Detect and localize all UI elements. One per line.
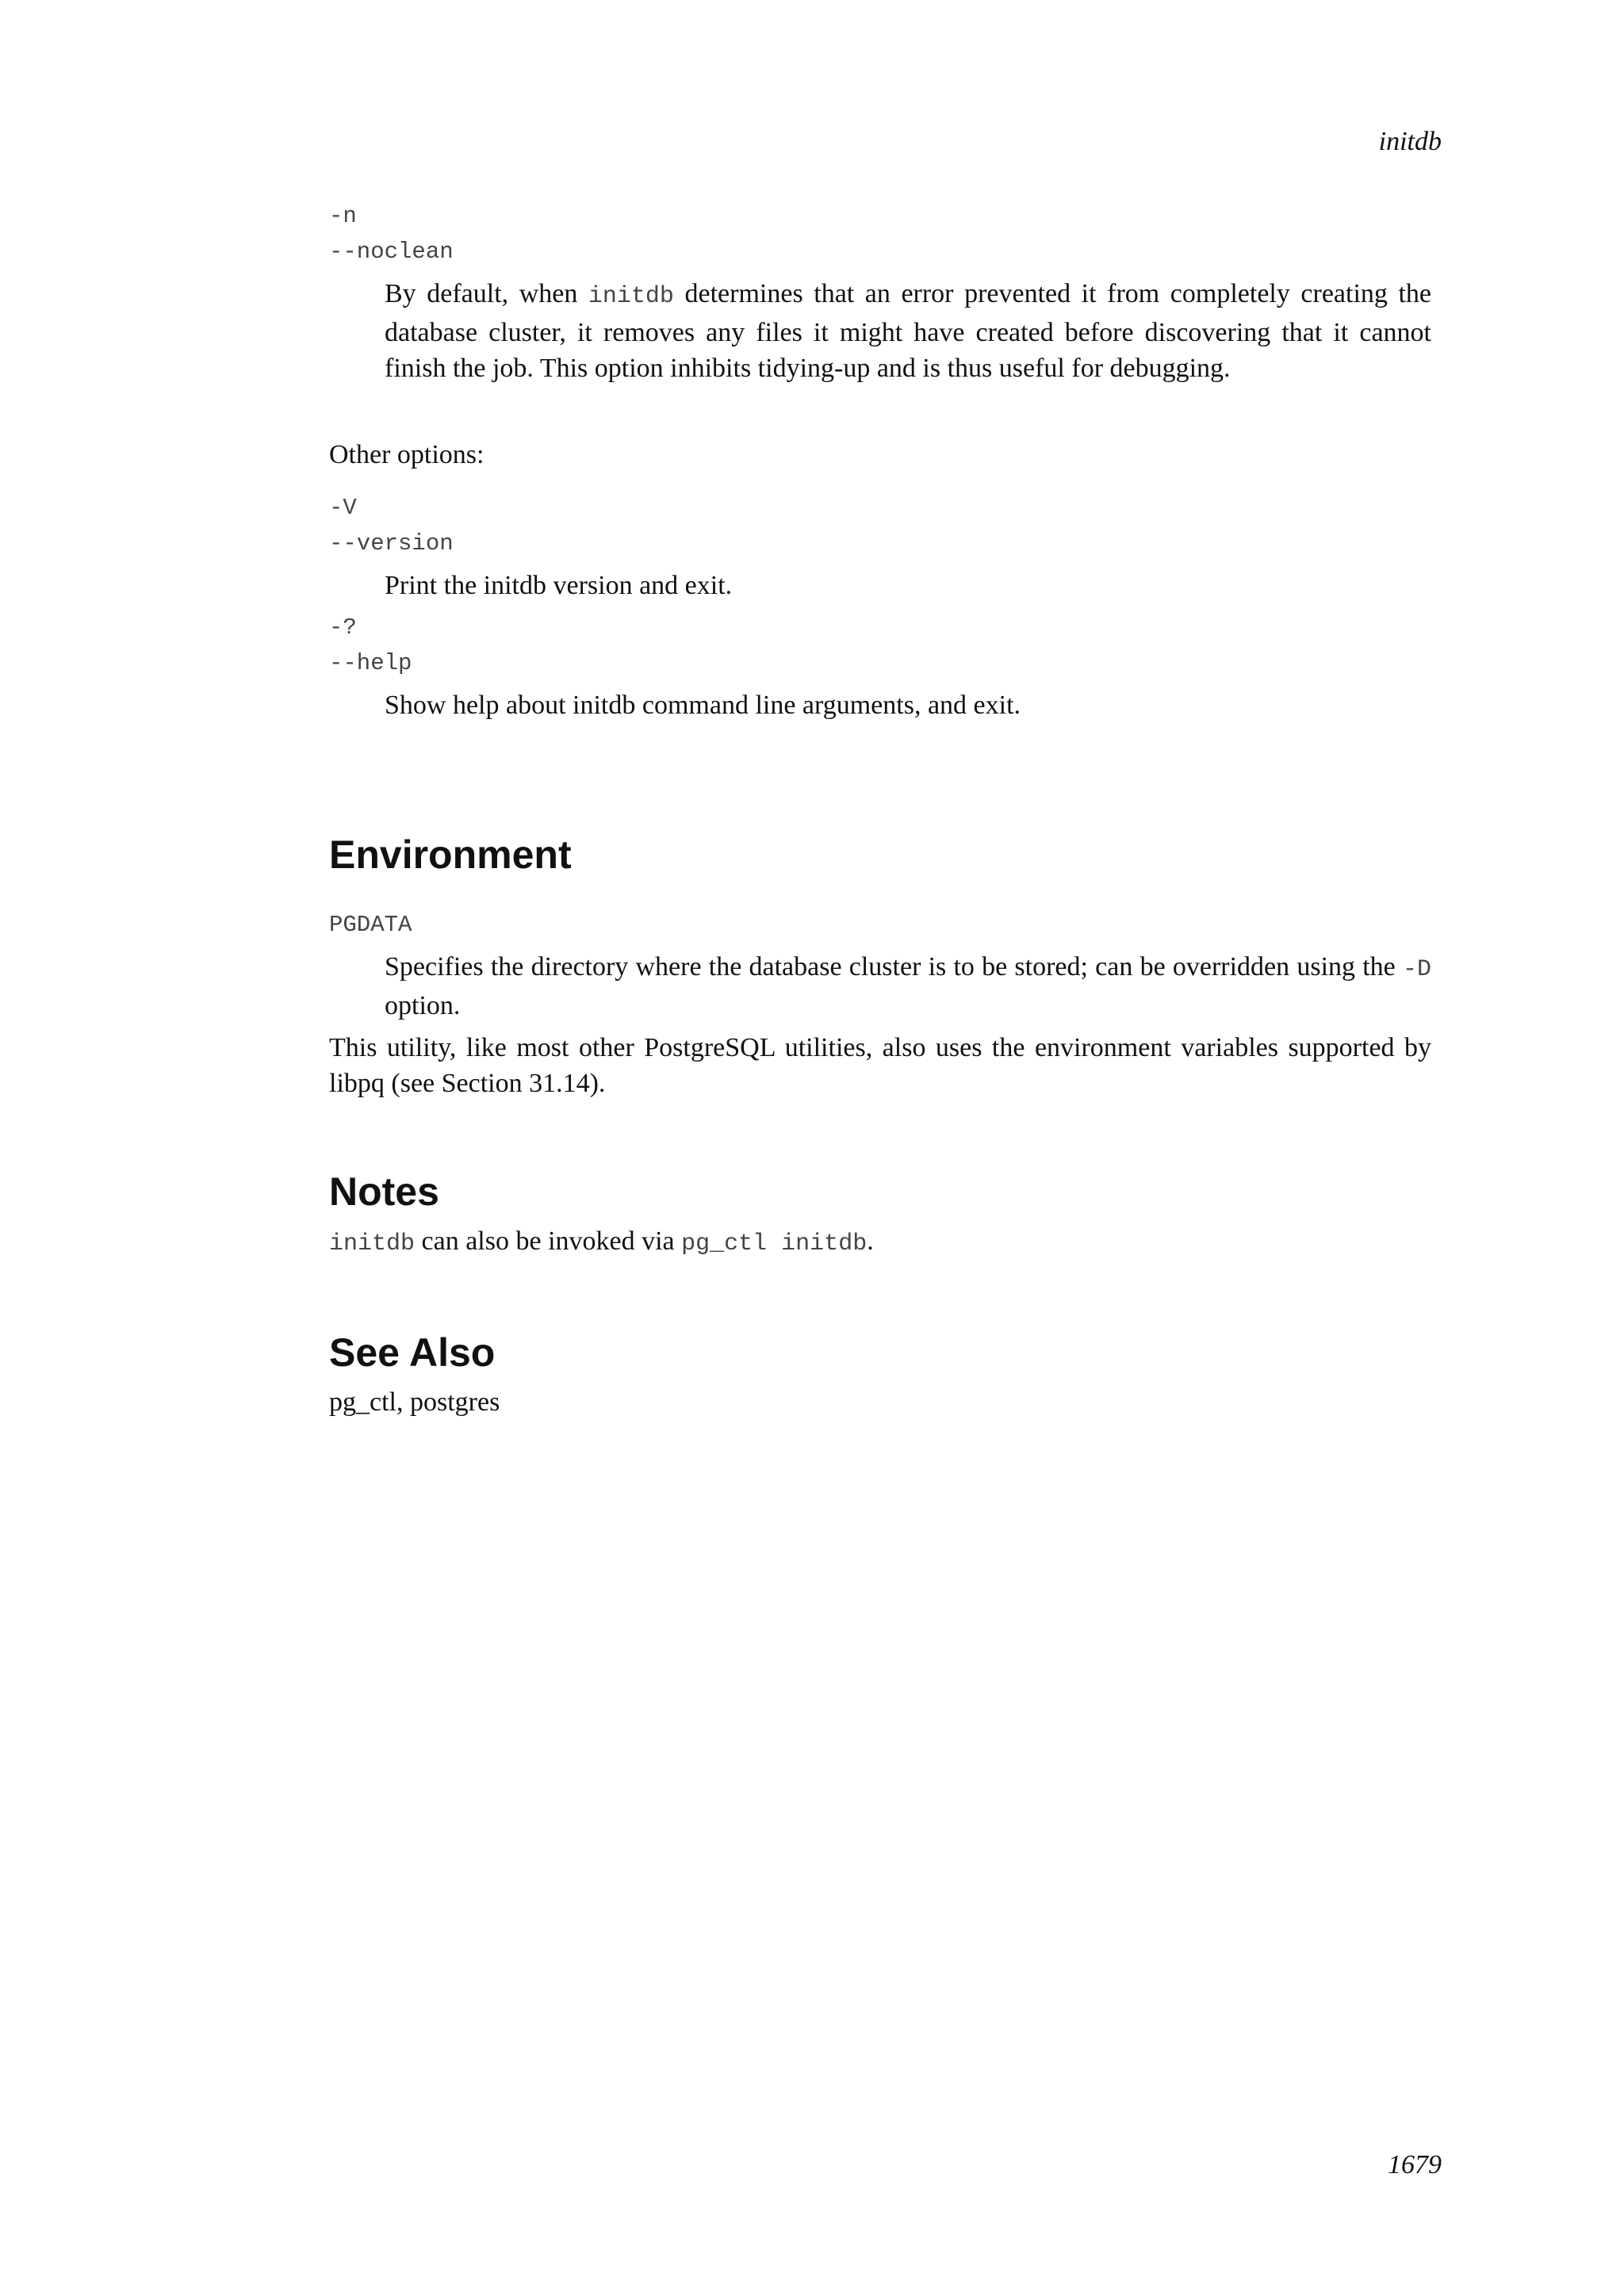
notes-code-initdb: initdb bbox=[329, 1230, 416, 1257]
notes-paragraph bbox=[329, 1223, 1431, 1262]
notes-code-pgctl: pg_ctl initdb bbox=[681, 1230, 868, 1257]
running-header: initdb bbox=[1378, 127, 1442, 156]
option-help-description: Show help about initdb command line arguments, and exit. bbox=[385, 691, 1021, 720]
option-long-help: --help bbox=[329, 650, 412, 676]
noclean-desc-part1: By default, when bbox=[385, 279, 588, 308]
option-short-V: -V bbox=[329, 495, 357, 521]
notes-text1: can also be invoked via bbox=[415, 1226, 682, 1256]
see-also-heading: See Also bbox=[329, 1330, 496, 1375]
option-short-help: -? bbox=[329, 614, 357, 641]
notes-text2: . bbox=[867, 1226, 874, 1256]
see-also-links: pg_ctl, postgres bbox=[329, 1387, 500, 1417]
other-options-label: Other options: bbox=[329, 440, 485, 469]
noclean-desc-part2: determines that an error prevented it from completely creating the database cluster, it removes any files it might have created before discovering that it cannot finish the job. This option inhibits tidying-up and is thus useful for debugging. bbox=[385, 279, 1432, 383]
environment-paragraph: This utility, like most other PostgreSQL utilities, also uses the environment variables supported by libpq (see Section 31.14). bbox=[329, 1033, 1431, 1098]
env-var-pgdata-description bbox=[385, 949, 1431, 1024]
notes-heading: Notes bbox=[329, 1169, 439, 1214]
option-long-noclean: --noclean bbox=[329, 239, 454, 265]
option-noclean-description bbox=[385, 276, 1431, 386]
environment-heading: Environment bbox=[329, 832, 572, 877]
option-version-description: Print the initdb version and exit. bbox=[385, 571, 733, 600]
page-content bbox=[329, 198, 1431, 1420]
option-short-n: -n bbox=[329, 203, 357, 229]
pgdata-desc-code: -D bbox=[1402, 956, 1431, 983]
env-var-pgdata: PGDATA bbox=[329, 912, 412, 938]
noclean-desc-code: initdb bbox=[588, 283, 674, 310]
pgdata-desc-part1: Specifies the directory where the database cluster is to be stored; can be overridden using the bbox=[385, 952, 1403, 982]
page-number: 1679 bbox=[1388, 2150, 1442, 2179]
option-long-version: --version bbox=[329, 530, 454, 557]
pgdata-desc-part2: option. bbox=[385, 991, 461, 1020]
